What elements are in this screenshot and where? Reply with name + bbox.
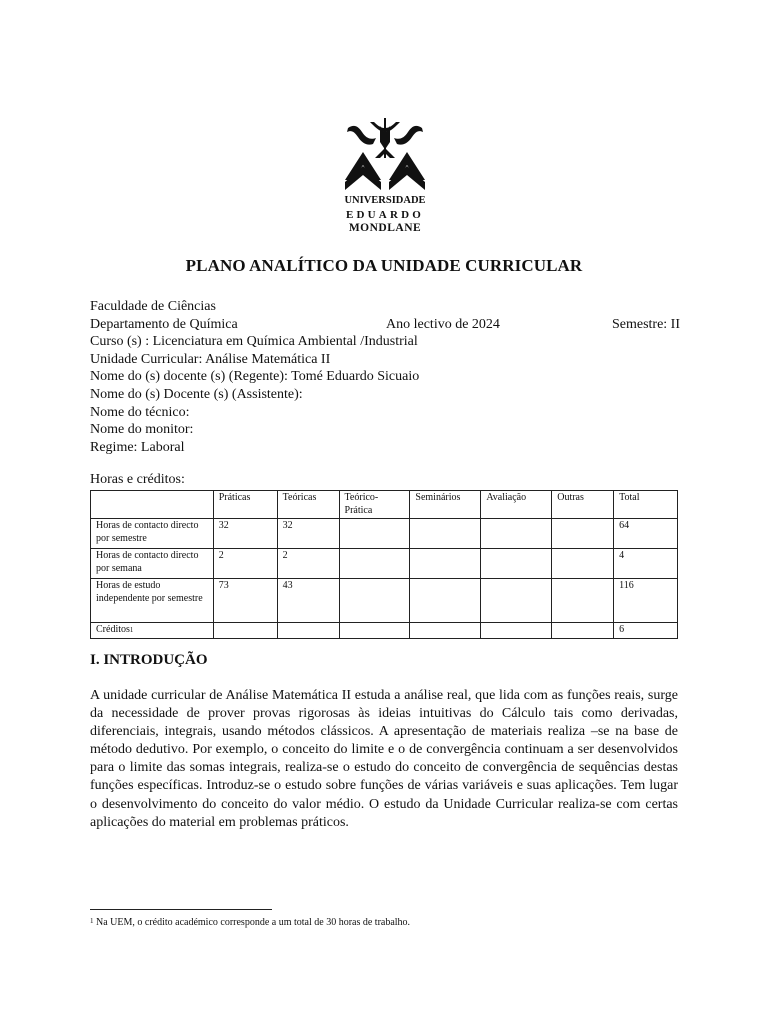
table-row: [91, 519, 678, 549]
table-cell: [410, 579, 481, 623]
intro-paragraph: A unidade curricular de Análise Matemática II estuda a análise real, que lida com as funções reais, surge da necessidade de prover provas rigorosas às ideias intuitivas do Cálculo tais como derivadas, diferenciais, integrais, usando métodos clássicos. A apresentação de materiais realiza –se na base de método dedutivo. Por exemplo, o conceito do limite e o de convergência continuam a ser desenvolvidos para o limite das somas integrais, realiza-se o estudo do conceito de convergência de sequências destas funções específicas. Introduz-se o estudo sobre funções de várias variáveis e suas aplicações. Tem lugar o desenvolvimento do conceito do valor médio. O estudo da Unidade Curricular realiza-se com certas aplicações do material em problemas práticos.: [90, 688, 678, 830]
table-cell: 6: [614, 623, 678, 639]
table-cell: 64: [614, 519, 678, 549]
university-logo: [340, 118, 430, 236]
table-cell: [339, 579, 410, 623]
info-regime: Regime: Laboral: [90, 439, 185, 455]
table-cell: [552, 623, 614, 639]
table-row: [91, 623, 678, 639]
table-cell: [277, 623, 339, 639]
info-monitor: Nome do monitor:: [90, 422, 194, 438]
table-cell: [339, 519, 410, 549]
section-heading-introducao: I. INTRODUÇÃO: [90, 652, 208, 668]
info-departamento: Departamento de Química: [90, 316, 238, 332]
table-header-row: [91, 491, 678, 519]
table-cell: Horas de contacto directo por semana: [91, 549, 214, 579]
table-cell: [552, 579, 614, 623]
footnote-divider: [90, 909, 272, 910]
table-header-cell: Teórico-Prática: [339, 491, 410, 519]
table-cell: 43: [277, 579, 339, 623]
table-cell: [481, 519, 552, 549]
table-cell: [213, 623, 277, 639]
creditos-label: Créditos: [96, 624, 130, 635]
uem-logo-icon: [340, 118, 430, 194]
logo-line-universidade: UNIVERSIDADE: [344, 195, 426, 206]
info-curso: Curso (s) : Licenciatura em Química Ambiental /Industrial: [90, 334, 418, 350]
info-semestre: Semestre: II: [611, 316, 680, 332]
info-row-departamento: [90, 316, 680, 334]
table-cell: [481, 579, 552, 623]
table-cell: [481, 549, 552, 579]
logo-line-eduardo: EDUARDO: [345, 209, 424, 221]
table-cell: 73: [213, 579, 277, 623]
table-cell-creditos: [91, 623, 214, 639]
table-cell: 2: [277, 549, 339, 579]
table-cell: [410, 623, 481, 639]
table-header-cell: Outras: [552, 491, 614, 519]
footnote-mark: 1: [90, 917, 94, 925]
table-cell: [339, 623, 410, 639]
table-cell: Horas de contacto directo por semestre: [91, 519, 214, 549]
table-cell: [552, 549, 614, 579]
table-cell: 2: [213, 549, 277, 579]
table-header-cell: Teóricas: [277, 491, 339, 519]
table-row: [91, 549, 678, 579]
table-cell: 4: [614, 549, 678, 579]
info-tecnico: Nome do técnico:: [90, 404, 190, 420]
info-unidade: Unidade Curricular: Análise Matemática II: [90, 351, 331, 367]
table-cell: [410, 549, 481, 579]
document-title: PLANO ANALÍTICO DA UNIDADE CURRICULAR: [185, 256, 583, 275]
table-cell: [339, 549, 410, 579]
hours-credits-table: [90, 490, 678, 639]
footnote-ref: 1: [129, 626, 134, 634]
info-faculdade: Faculdade de Ciências: [90, 299, 216, 314]
table-cell: 116: [614, 579, 678, 623]
table-cell: [410, 519, 481, 549]
table-cell: [552, 519, 614, 549]
table-cell: Horas de estudo independente por semestre: [91, 579, 214, 623]
table-header-cell: Seminários: [410, 491, 481, 519]
footnote-text: Na UEM, o crédito académico corresponde a um total de 30 horas de trabalho.: [93, 917, 411, 928]
table-header-cell: [91, 491, 214, 519]
info-assistente: Nome do (s) Docente (s) (Assistente):: [90, 386, 303, 402]
table-header-cell: Total: [614, 491, 678, 519]
table-cell: 32: [213, 519, 277, 549]
table-header-cell: Avaliação: [481, 491, 552, 519]
table-cell: [481, 623, 552, 639]
logo-line-mondlane: MONDLANE: [348, 222, 422, 234]
table-header-cell: Práticas: [213, 491, 277, 519]
course-info: [90, 298, 680, 456]
info-ano-lectivo: Ano lectivo de 2024: [386, 316, 500, 332]
table-row: [91, 579, 678, 623]
hours-credits-label: Horas e créditos:: [90, 472, 185, 487]
table-cell: 32: [277, 519, 339, 549]
footnote: [90, 917, 410, 928]
info-regente: Nome do (s) docente (s) (Regente): Tomé Eduardo Sicuaio: [90, 369, 420, 385]
